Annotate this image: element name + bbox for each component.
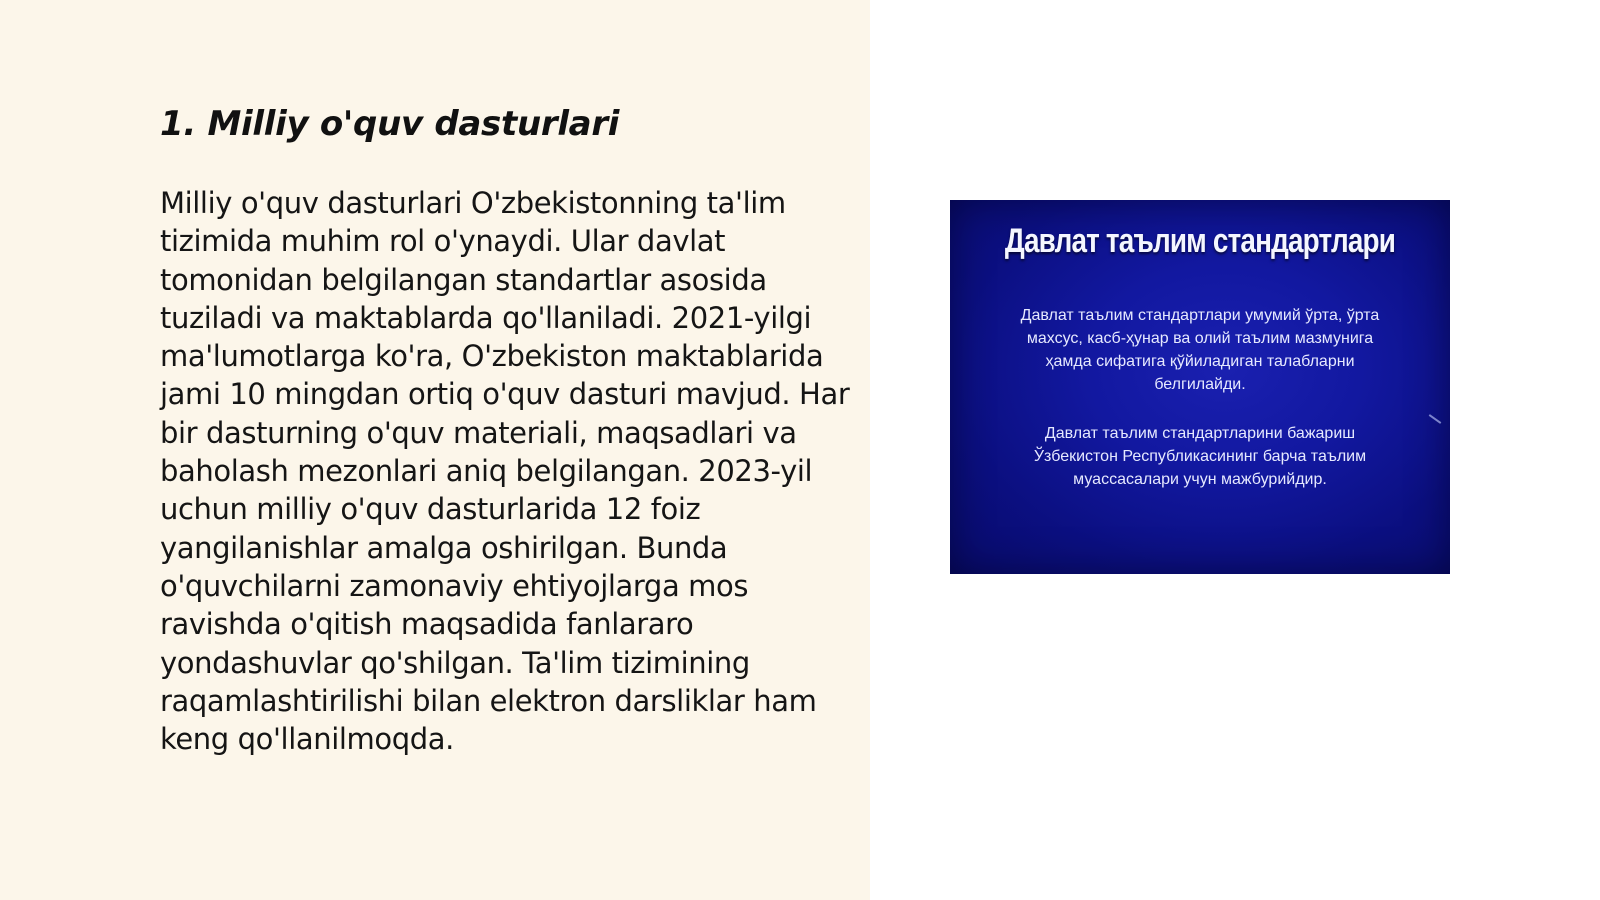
image-paragraph-1: Давлат таълим стандартлари умумий ўрта, ўрта махсус, касб-ҳунар ва олий таълим мазмунига ҳамда сифатига қўйиладиган талабларни белгилайди. bbox=[1020, 307, 1380, 393]
standards-image bbox=[950, 200, 1450, 574]
slide-heading: 1. Milliy o'quv dasturlari bbox=[160, 104, 620, 144]
image-paragraph-2: Давлат таълим стандартларини бажариш Ўзбекистон Республикасининг барча таълим муассасалари учун мажбурийдир. bbox=[1033, 425, 1367, 488]
image-glint bbox=[1429, 414, 1442, 424]
image-title: Давлат таълим стандартлари bbox=[1004, 222, 1396, 260]
slide-body-text: Milliy o'quv dasturlari O'zbekistonning ta'lim tizimida muhim rol o'ynaydi. Ular davlat tomonidan belgilangan standartlar asosida tuziladi va maktablarda qo'llaniladi. 2021-yilgi ma'lumotlarga ko'ra, O'zbekiston maktablarida jami 10 mingdan ortiq o'quv dasturi mavjud. Har bir dasturning o'quv materiali, maqsadlari va baholash mezonlari aniq belgilangan. 2023-yil uchun milliy o'quv dasturlarida 12 foiz yangilanishlar amalga oshirilgan. Bunda o'quvchilarni zamonaviy ehtiyojlarga mos ravishda o'qitish maqsadida fanlararo yondashuvlar qo'shilgan. Ta'lim tizimining raqamlashtirilishi bilan elektron darsliklar ham keng qo'llanilmoqda. bbox=[160, 186, 850, 757]
